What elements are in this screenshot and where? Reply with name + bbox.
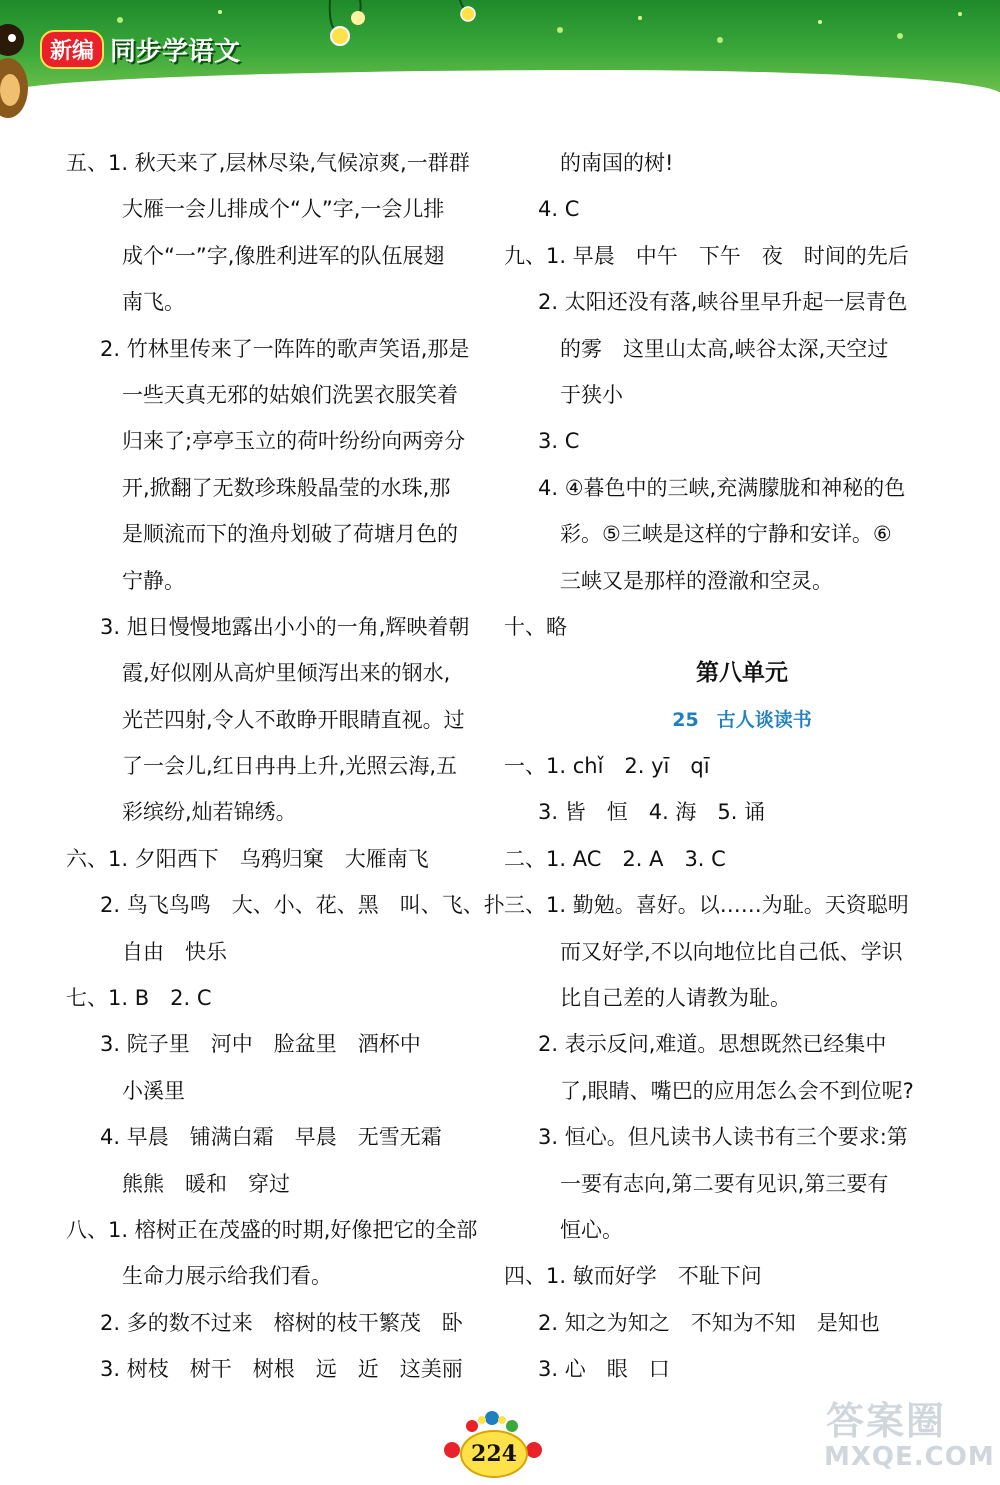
- answer-line: 一、1. chǐ 2. yī qī: [504, 754, 710, 779]
- answer-line: 4. ④暮色中的三峡,充满朦胧和神秘的色: [538, 475, 906, 500]
- right-column: [504, 140, 944, 1393]
- answer-line: 生命力展示给我们看。: [122, 1264, 332, 1289]
- answer-line: 3. 皆 恒 4. 海 5. 诵: [538, 800, 766, 825]
- answer-line: 2. 知之为知之 不知为不知 是知也: [538, 1310, 880, 1335]
- answer-line: 五、1. 秋天来了,层林尽染,气候凉爽,一群群: [66, 151, 470, 175]
- page-number: 224: [460, 1430, 528, 1478]
- answer-line: 3. 心 眼 口: [538, 1357, 670, 1382]
- answer-line: 一要有志向,第二要有见识,第三要有: [560, 1171, 889, 1196]
- answer-line: 3. 恒心。但凡读书人读书有三个要求:第: [538, 1125, 908, 1150]
- answer-line: 3. 树枝 树干 树根 远 近 这美丽: [100, 1357, 463, 1382]
- answer-line: 小溪里: [122, 1078, 185, 1103]
- answer-line: 一些天真无邪的姑娘们洗罢衣服笑着: [122, 382, 458, 407]
- answer-line: 三峡又是那样的澄澈和空灵。: [560, 568, 833, 593]
- answer-line: 2. 多的数不过来 榕树的枝干繁茂 卧: [100, 1310, 463, 1335]
- answer-line: 的南国的树!: [560, 151, 674, 175]
- answer-line: 四、1. 敏而好学 不耻下问: [504, 1264, 762, 1289]
- answer-line: 南飞。: [122, 290, 185, 315]
- answer-line: 是顺流而下的渔舟划破了荷塘月色的: [122, 522, 458, 547]
- answer-line: 九、1. 早晨 中午 下午 夜 时间的先后: [504, 243, 909, 268]
- answer-line: 比自己差的人请教为耻。: [560, 986, 791, 1011]
- answer-line: 3. C: [538, 429, 580, 454]
- unit-title: 第八单元: [696, 660, 788, 687]
- answer-line: 二、1. AC 2. A 3. C: [504, 846, 726, 871]
- series-badge: 新编: [40, 30, 104, 69]
- answer-line: 大雁一会儿排成个“人”字,一会儿排: [122, 197, 445, 222]
- answer-line: 而又好学,不以向地位比自己低、学识: [560, 939, 903, 964]
- answer-line: 2. 表示反问,难道。思想既然已经集中: [538, 1032, 887, 1057]
- page-number-badge: [438, 1408, 548, 1478]
- left-column: [66, 140, 506, 1393]
- answer-line: 3. 旭日慢慢地露出小小的一角,辉映着朝: [100, 614, 470, 639]
- answer-line: 六、1. 夕阳西下 乌鸦归窠 大雁南飞: [66, 846, 429, 871]
- answer-line: 霞,好似刚从高炉里倾泻出来的钢水,: [122, 661, 451, 686]
- answer-line: 自由 快乐: [122, 939, 227, 964]
- answer-line: 的雾 这里山太高,峡谷太深,天空过: [560, 336, 889, 361]
- answer-line: 彩缤纷,灿若锦绣。: [122, 800, 297, 825]
- answer-line: 于狭小: [560, 382, 623, 407]
- answer-line: 恒心。: [560, 1217, 623, 1242]
- answer-line: 开,掀翻了无数珍珠般晶莹的水珠,那: [122, 475, 451, 500]
- answer-line: 十、略: [504, 614, 567, 639]
- answer-line: 彩。⑤三峡是这样的宁静和安详。⑥: [560, 522, 892, 547]
- series-title: [40, 30, 240, 68]
- lesson-title: [504, 697, 944, 743]
- answer-line: 成个“一”字,像胜利进军的队伍展翅: [122, 243, 445, 268]
- answer-line: 3. 院子里 河中 脸盆里 酒杯中: [100, 1032, 421, 1057]
- answer-line: 光芒四射,令人不敢睁开眼睛直视。过: [122, 707, 465, 732]
- answer-line: 4. 早晨 铺满白霜 早晨 无雪无霜: [100, 1125, 442, 1150]
- answer-line: 归来了;亭亭玉立的荷叶纷纷向两旁分: [122, 429, 466, 454]
- answer-line: 了一会儿,红日冉冉上升,光照云海,五: [122, 754, 458, 779]
- answer-line: 4. C: [538, 197, 580, 222]
- answer-line: 熊熊 暖和 穿过: [122, 1171, 290, 1196]
- mascot-icon: [0, 18, 36, 118]
- answer-line: 七、1. B 2. C: [66, 986, 212, 1011]
- answer-line: 八、1. 榕树正在茂盛的时期,好像把它的全部: [66, 1217, 478, 1242]
- answer-line: 2. 竹林里传来了一阵阵的歌声笑语,那是: [100, 336, 470, 361]
- answer-line: 2. 鸟飞鸟鸣 大、小、花、黑 叫、飞、扑: [100, 893, 505, 918]
- lesson-number: 25: [672, 708, 699, 731]
- answer-line: 宁静。: [122, 568, 185, 593]
- lamps-decoration: [300, 0, 520, 70]
- answer-line: 三、1. 勤勉。喜好。以……为耻。天资聪明: [504, 893, 909, 918]
- lesson-name: 古人谈读书: [716, 708, 812, 731]
- watermark-logo: 答案圈: [826, 1399, 947, 1443]
- watermark-url: MXQE.COM: [824, 1442, 995, 1472]
- answer-line: 2. 太阳还没有落,峡谷里早升起一层青色: [538, 290, 908, 315]
- series-name: 同步学语文: [110, 36, 241, 67]
- watermark: [812, 1390, 995, 1480]
- answer-line: 了,眼睛、嘴巴的应用怎么会不到位呢?: [560, 1078, 914, 1103]
